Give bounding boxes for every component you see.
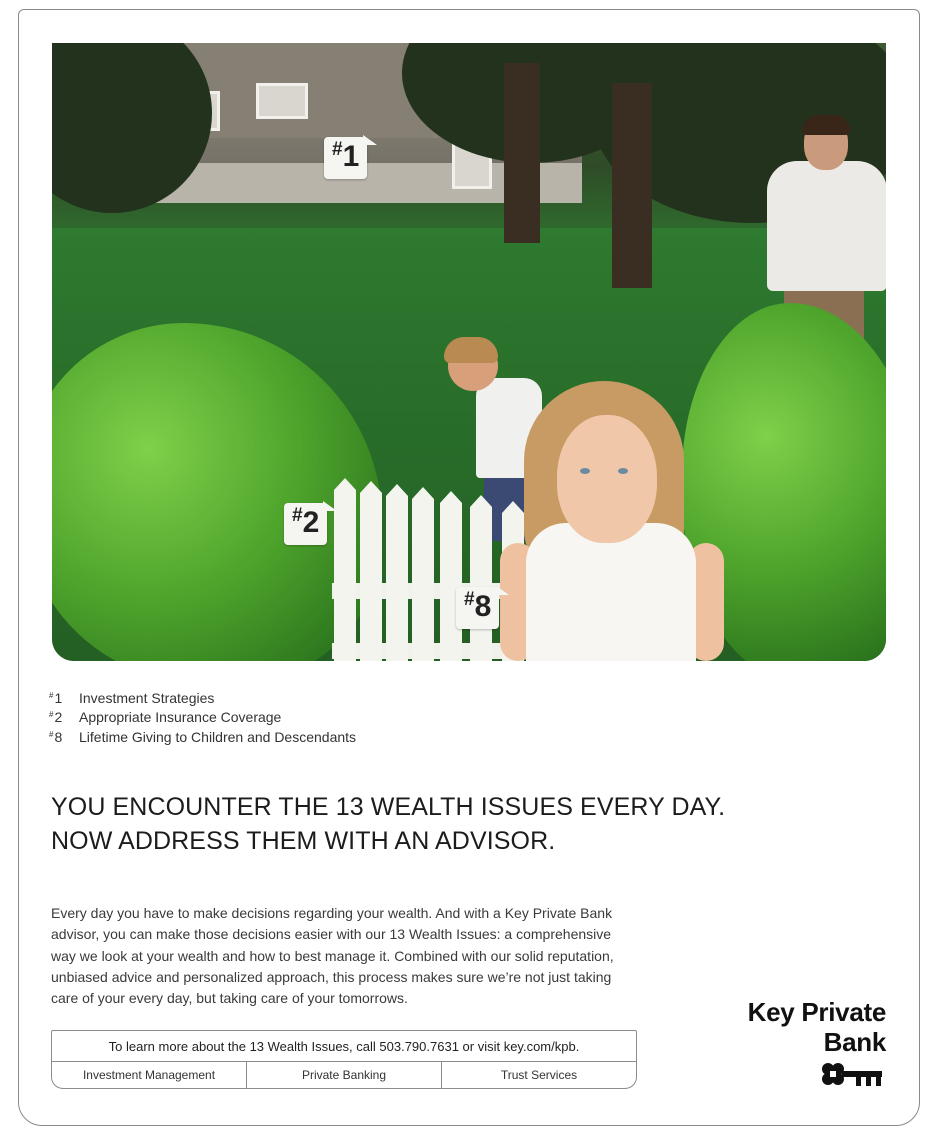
girl-face <box>557 415 657 543</box>
tree-trunk <box>504 63 540 243</box>
key-item <box>49 688 356 708</box>
callout-number: 2 <box>302 506 320 539</box>
services-row <box>52 1062 636 1089</box>
issues-key-list <box>49 688 356 747</box>
body-line: unbiased advice and personalized approach, this process makes sure we’re not just taking <box>51 968 612 985</box>
contact-cta: To learn more about the 13 Wealth Issues, call 503.790.7631 or visit key.com/kpb. <box>52 1031 636 1062</box>
girl-eye <box>618 468 628 474</box>
callout-number: 1 <box>342 140 360 173</box>
service-investment-management: Investment Management <box>82 1068 216 1082</box>
boy-hair <box>444 337 498 363</box>
headline-line: YOU ENCOUNTER THE 13 WEALTH ISSUES EVERY DAY. <box>51 793 726 821</box>
house-window <box>256 83 308 119</box>
callout-hash: # <box>292 505 303 526</box>
headline <box>51 790 751 858</box>
body-line: Every day you have to make decisions regarding your wealth. And with a Key Private Bank <box>51 905 613 921</box>
callout-number: 8 <box>474 590 492 623</box>
fence-picket <box>386 484 408 661</box>
hero-photo <box>52 43 886 661</box>
key-icon <box>820 1060 886 1090</box>
headline-line: NOW ADDRESS THEM WITH AN ADVISOR. <box>51 827 556 855</box>
body-copy <box>51 903 643 1009</box>
man-hair <box>802 115 850 135</box>
fence-picket <box>470 495 492 661</box>
logo-text-line: Key Private <box>747 997 886 1027</box>
key-item-label: Investment Strategies <box>79 689 215 706</box>
tree-trunk <box>612 83 652 288</box>
contact-box <box>51 1030 637 1089</box>
girl-eye <box>580 468 590 474</box>
fence-picket <box>412 487 434 661</box>
callout-hash: # <box>332 139 343 160</box>
service-trust-services: Trust Services <box>441 1062 636 1089</box>
fence-picket <box>360 481 382 661</box>
callout-1 <box>324 137 367 179</box>
callout-8 <box>456 587 499 629</box>
callout-hash: # <box>464 589 475 610</box>
key-item-number: #1 <box>49 689 63 706</box>
key-item-label: Lifetime Giving to Children and Descendants <box>79 728 357 745</box>
body-line: advisor, you can make those decisions easier with our 13 Wealth Issues: a comprehensive <box>51 926 612 943</box>
service-private-banking: Private Banking <box>246 1062 441 1089</box>
fence-picket <box>440 491 462 661</box>
key-private-bank-logo <box>748 997 886 1057</box>
body-line: care of your every day, but taking care of your tomorrows. <box>51 990 408 1007</box>
key-item-number: #2 <box>49 709 63 726</box>
key-item-number: #8 <box>49 728 63 745</box>
girl-dress <box>526 523 696 661</box>
key-item-label: Appropriate Insurance Coverage <box>79 709 282 726</box>
key-item <box>49 727 356 747</box>
key-item <box>49 708 356 728</box>
body-line: way we look at your wealth and how to best manage it. Combined with our solid reputation, <box>51 947 614 964</box>
fence-picket <box>334 478 356 661</box>
man-shirt <box>767 161 886 291</box>
logo-text-line: Bank <box>823 1027 886 1057</box>
callout-2 <box>284 503 327 545</box>
